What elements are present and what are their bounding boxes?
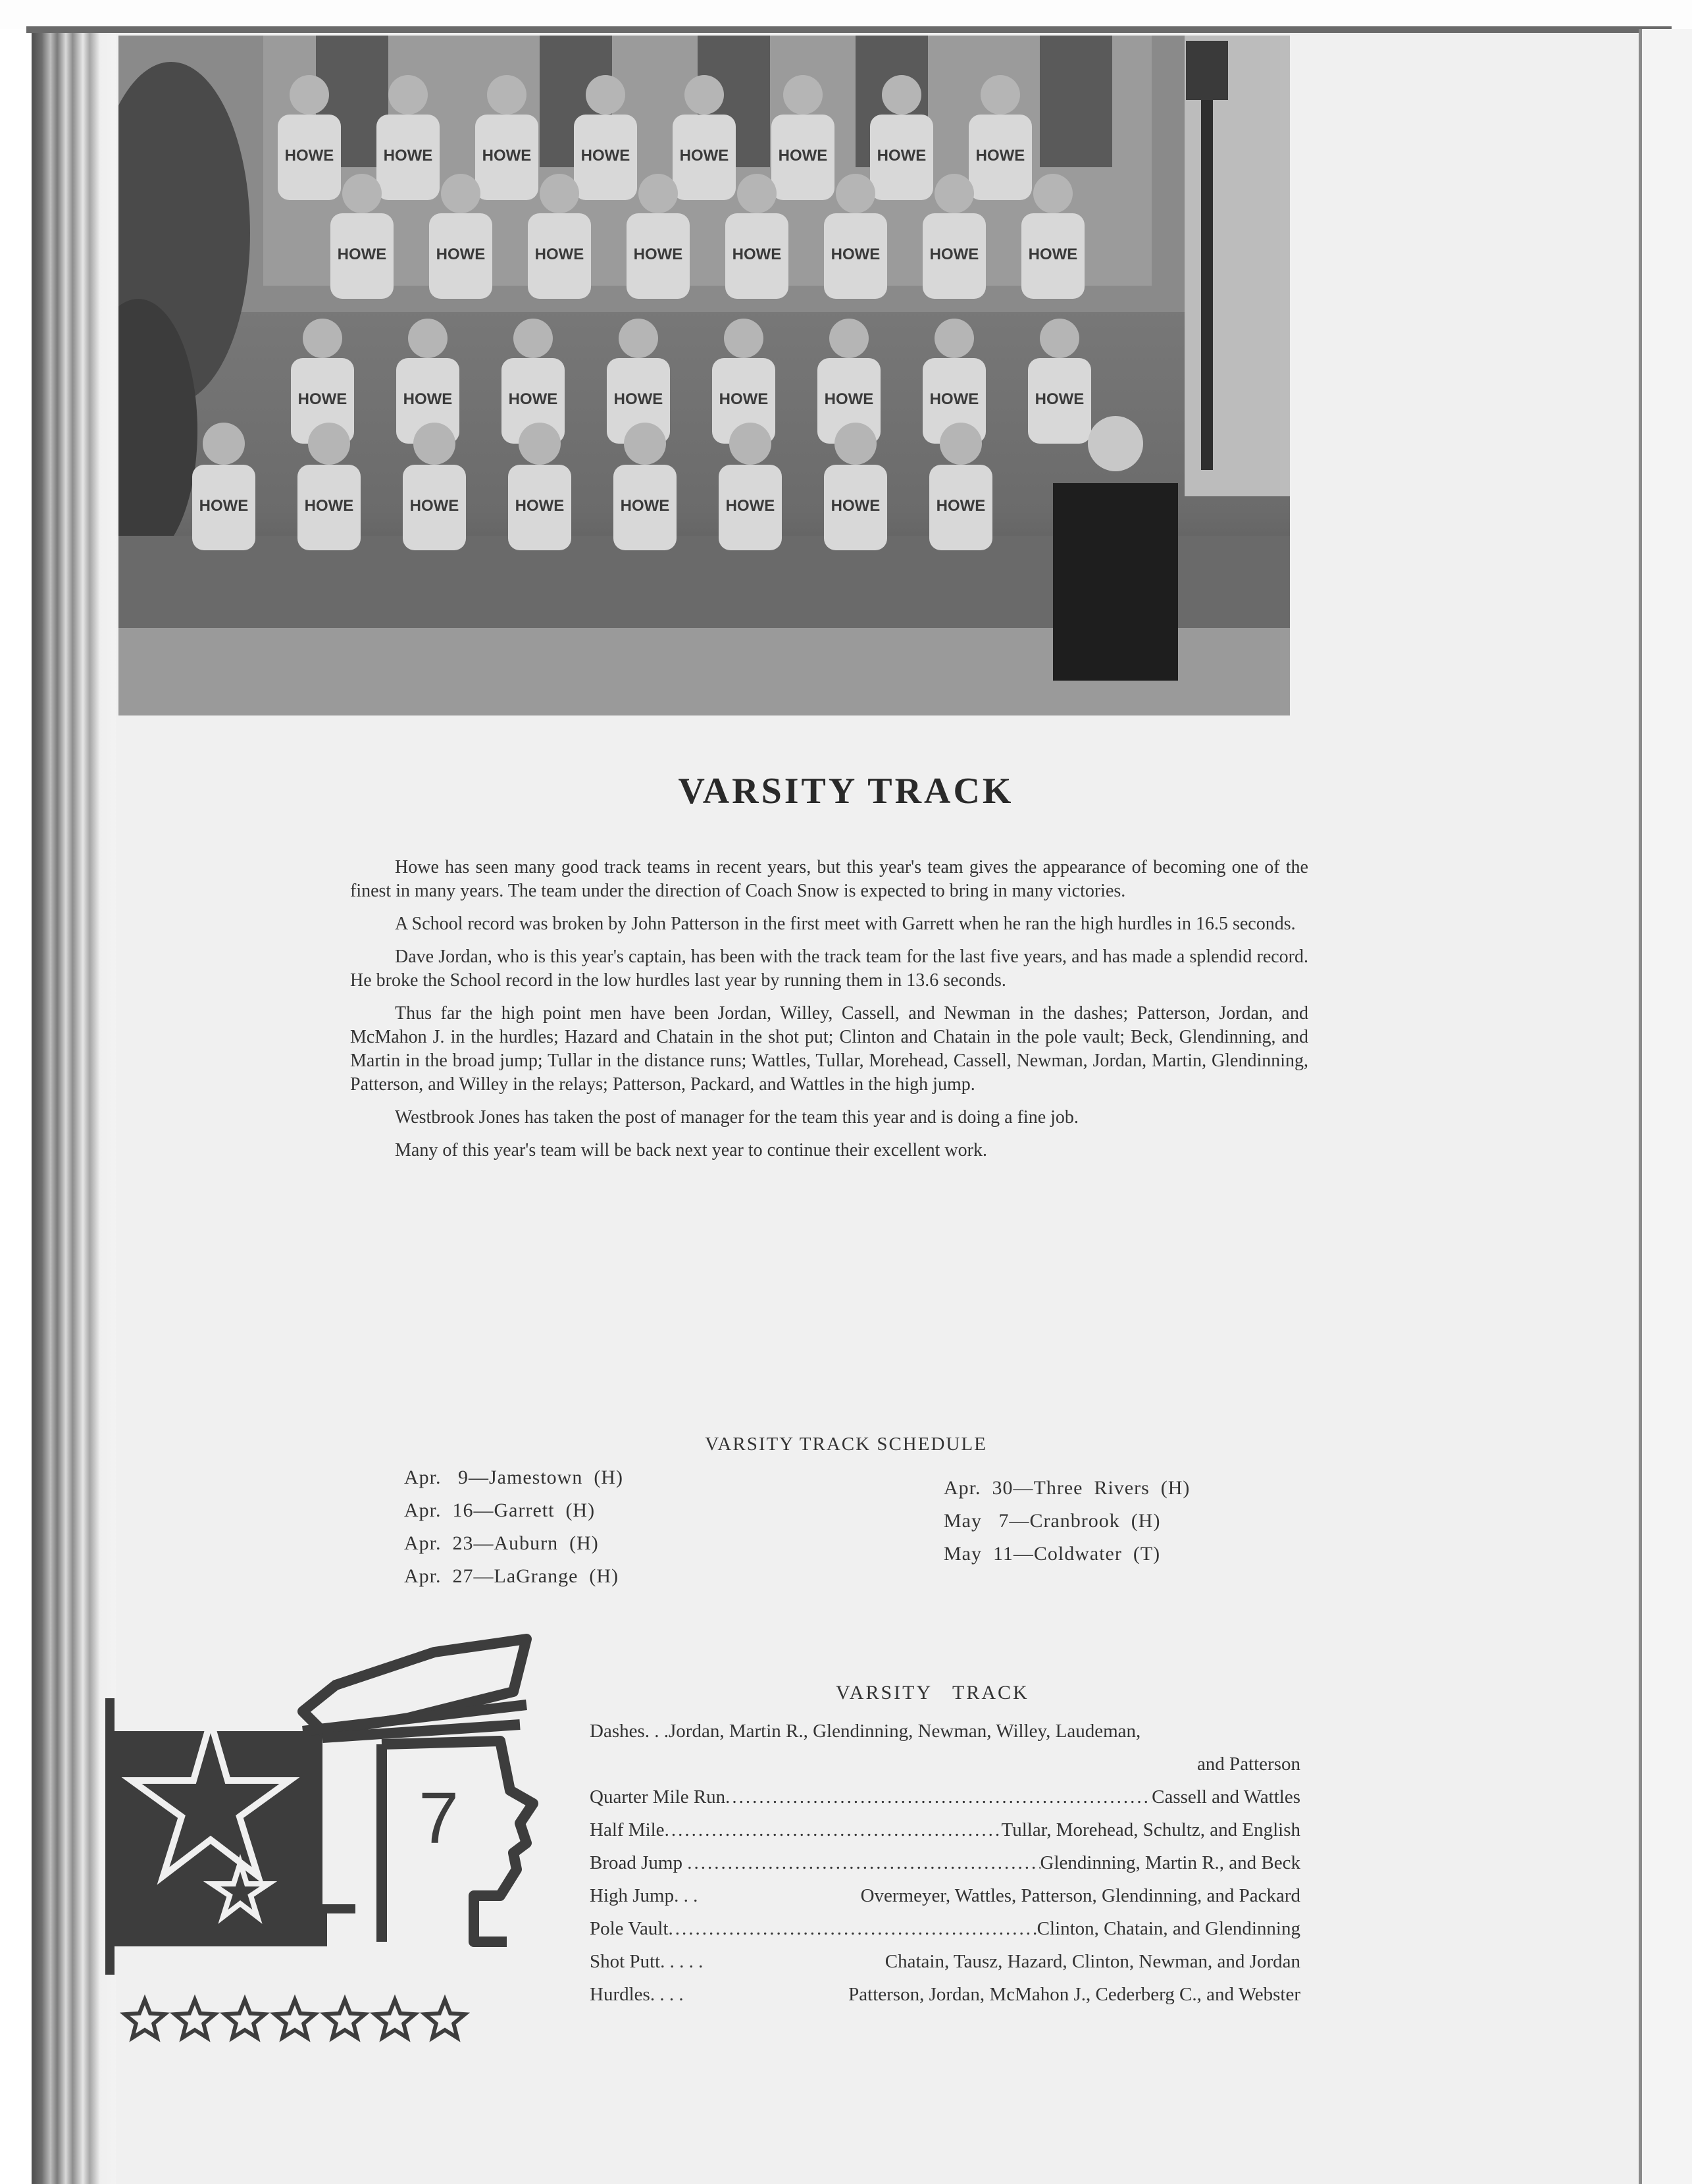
athlete-head [303,319,342,358]
leader-dots [669,1912,1037,1945]
leader-dots [687,1846,1040,1879]
article-body [350,856,1308,1172]
paragraph: Many of this year's team will be back next year to continue their excellent work. [395,1140,987,1160]
athlete-head [729,423,771,465]
athlete-head [408,319,448,358]
event-label: Broad Jump [590,1852,688,1873]
jersey-lettering: HOWE [508,390,558,408]
star-icon [175,2000,215,2038]
jersey-lettering: HOWE [831,246,881,263]
athlete-head [981,75,1020,115]
event-athletes: Patterson, Jordan, McMahon J., Cederberg C., and Webster [848,1984,1300,2005]
athlete-head [783,75,823,115]
athlete-head [882,75,921,115]
roster-row-quarter-mile [590,1781,1300,1813]
roster-row-half-mile [590,1813,1300,1846]
athlete-head [1040,319,1079,358]
athlete-head [834,423,877,465]
event-label: High Jump. . . [590,1885,698,1906]
jersey-lettering: HOWE [482,147,532,165]
athlete-head [513,319,553,358]
flagpole-icon [105,1698,115,1975]
athlete-head [441,174,480,213]
paragraph: Howe has seen many good track teams in recent years, but this year's team gives the appearance of becoming one of the finest in many years. The team under the direction of Coach Snow is expected to bring in many victories. [350,857,1308,901]
roster-title: VARSITY TRACK [836,1682,1029,1703]
jersey-lettering: HOWE [877,147,927,165]
athlete-head [540,174,579,213]
scan-margin [0,0,1692,29]
event-athletes: Cassell and Wattles [1152,1786,1300,1807]
jersey-lettering: HOWE [936,497,986,515]
athlete-head [737,174,777,213]
jersey-lettering: HOWE [824,390,874,408]
team-photo-graphic [118,36,1290,715]
event-athletes: Chatain, Tausz, Hazard, Clinton, Newman, and Jordan [884,1951,1300,1972]
star-icon [375,2000,415,2038]
jersey-lettering: HOWE [929,390,979,408]
jersey-lettering: HOWE [1028,246,1078,263]
event-athletes: Jordan, Martin R., Glendinning, Newman, Willey, Laudeman, [669,1721,1141,1742]
schedule-entry: Apr. 23—Auburn (H) [404,1532,599,1554]
jersey-lettering: HOWE [436,246,486,263]
roster-row-high-jump [590,1879,1300,1912]
leader-dots [665,1813,1002,1846]
athlete-head [519,423,561,465]
athlete-head [935,319,974,358]
jersey-lettering: HOWE [337,246,387,263]
jersey-lettering: HOWE [975,147,1025,165]
schedule-entry: Apr. 27—LaGrange (H) [404,1565,619,1587]
jersey-lettering: HOWE [1035,390,1085,408]
athlete-head [935,174,974,213]
athlete-head [342,174,382,213]
roster-row-dashes [590,1715,1300,1748]
article-title: VARSITY TRACK [678,771,1014,812]
jersey-lettering: HOWE [409,497,459,515]
event-label: Half Mile [590,1819,665,1840]
athlete-head [684,75,724,115]
athlete-head [619,319,658,358]
star-icon [225,2000,265,2038]
jersey-lettering: HOWE [732,246,782,263]
jersey-lettering: HOWE [620,497,670,515]
paragraph: Westbrook Jones has taken the post of manager for the team this year and is doing a fine job. [395,1107,1079,1128]
book-binding [32,29,117,2184]
athlete-head [624,423,666,465]
event-athletes: Glendinning, Martin R., and Beck [1040,1852,1300,1873]
jersey-lettering: HOWE [284,147,334,165]
event-athletes: Overmeyer, Wattles, Patterson, Glendinning, and Packard [860,1885,1300,1906]
jersey-lettering: HOWE [929,246,979,263]
athlete-head [388,75,428,115]
jersey-lettering: HOWE [515,497,565,515]
star-icon [325,2000,365,2038]
athlete-head [203,423,245,465]
athlete-head [1033,174,1073,213]
leader-dots [725,1781,1152,1813]
paragraph: Thus far the high point men have been Jordan, Willey, Cassell, and Newman in the dashes; Patterson, Jordan, and McMahon J. in the hurdles; Hazard and Chatain in the shot put; Clinton and Chatain in the pole vault; Beck, Glendinning, and Martin in the broad jump; Tullar in the distance runs; Wattles, Tullar, Morehead, Cassell, Newman, Jordan, Martin, Glendinning, Patterson, and Willey in the relays; Patterson, Packard, and Wattles in the high jump. [350,1003,1308,1095]
jersey-lettering: HOWE [679,147,729,165]
roster-row-shot-putt [590,1945,1300,1978]
jersey-lettering: HOWE [613,390,663,408]
roster-list [590,1715,1300,2011]
schedule-entry: May 7—Cranbrook (H) [944,1510,1161,1532]
jersey-lettering: HOWE [304,497,354,515]
schedule-entry: Apr. 16—Garrett (H) [404,1499,596,1521]
athlete-head [724,319,763,358]
roster-row-dashes-cont [590,1748,1300,1781]
schedule-column-right [944,1472,1190,1571]
event-label: Quarter Mile Run [590,1786,726,1807]
schedule-entry: Apr. 9—Jamestown (H) [404,1467,623,1488]
schedule-entry: Apr. 30—Three Rivers (H) [944,1477,1191,1499]
schedule-title: VARSITY TRACK SCHEDULE [705,1434,987,1455]
paragraph: Dave Jordan, who is this year's captain, has been with the track team for the last five years, and has made a splendid record. He broke the School record in the low hurdles last year by running them in 13.6 seconds. [350,947,1308,991]
athlete-head [290,75,329,115]
event-athletes: Tullar, Morehead, Schultz, and English [1001,1819,1300,1840]
athlete-head [638,174,678,213]
jersey-lettering: HOWE [297,390,347,408]
jersey-lettering: HOWE [383,147,433,165]
event-label: Pole Vault [590,1918,669,1939]
event-label: Shot Putt. . . . . [590,1951,704,1972]
star-icon [275,2000,315,2038]
event-athletes: Clinton, Chatain, and Glendinning [1037,1918,1300,1939]
jersey-lettering: HOWE [725,497,775,515]
athlete-head [940,423,982,465]
jersey-lettering: HOWE [403,390,453,408]
helmet-number: 7 [419,1778,459,1859]
event-label: Hurdles. . . . [590,1984,684,2005]
event-athletes: and Patterson [1196,1754,1300,1775]
scan-right-margin [1642,29,1692,2184]
star-icon [425,2000,465,2038]
athlete-head [836,174,875,213]
event-label: Dashes. . . [590,1721,669,1742]
schedule-entry: May 11—Coldwater (T) [944,1543,1161,1565]
athlete-head [308,423,350,465]
schedule-column-left [404,1461,623,1593]
team-photograph [118,36,1290,715]
athlete-head [829,319,869,358]
roster-row-broad-jump [590,1846,1300,1879]
star-row [125,2000,465,2038]
roster-row-hurdles [590,1978,1300,2011]
athlete-head [487,75,526,115]
emblem-graphic [105,1632,566,2054]
jersey-lettering: HOWE [633,246,683,263]
jersey-lettering: HOWE [199,497,249,515]
jersey-lettering: HOWE [778,147,828,165]
athlete-head [413,423,455,465]
roster-row-pole-vault [590,1912,1300,1945]
athlete-head [586,75,625,115]
soldier-flag-emblem [105,1632,566,2054]
book-top-edge [26,26,1672,33]
jersey-lettering: HOWE [534,246,584,263]
star-icon [125,2000,165,2038]
jersey-lettering: HOWE [719,390,769,408]
paragraph: A School record was broken by John Patterson in the first meet with Garrett when he ran the high hurdles in 16.5 seconds. [395,914,1296,934]
jersey-lettering: HOWE [831,497,881,515]
jersey-lettering: HOWE [580,147,630,165]
